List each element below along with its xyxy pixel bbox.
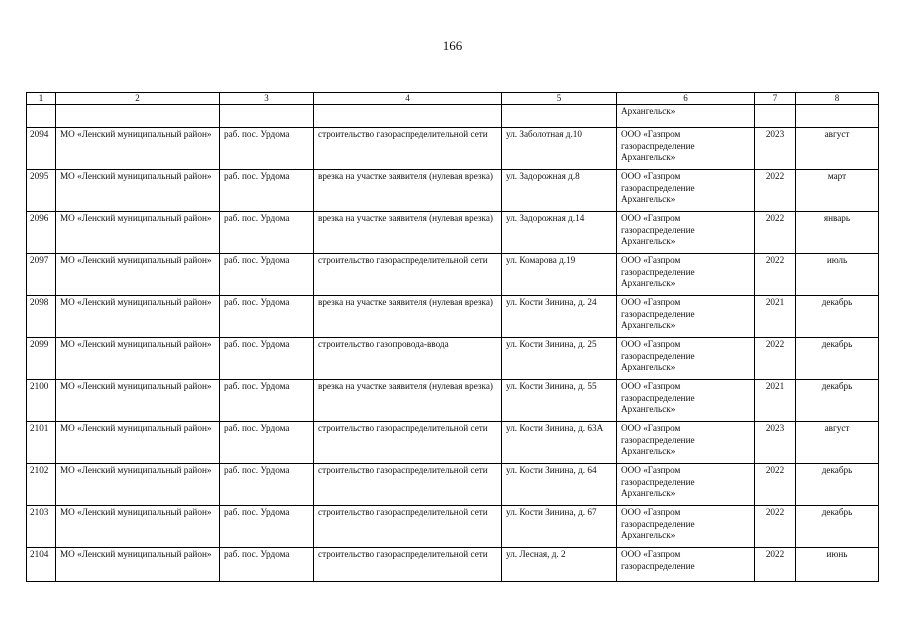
municipality-cell: МО «Ленский муниципальный район» — [56, 464, 220, 506]
settlement-cell: раб. пос. Урдома — [220, 212, 314, 254]
year-cell: 2023 — [755, 422, 796, 464]
organization-cell: ООО «Газпром газораспределение Архангельск» — [617, 296, 755, 338]
year-cell: 2021 — [755, 380, 796, 422]
month-cell: декабрь — [796, 506, 879, 548]
table-row — [27, 338, 879, 380]
year-cell: 2023 — [755, 128, 796, 170]
address-cell: ул. Лесная, д. 2 — [502, 548, 617, 582]
table-row — [27, 506, 879, 548]
row-number-cell: 2098 — [27, 296, 56, 338]
municipality-cell: МО «Ленский муниципальный район» — [56, 338, 220, 380]
organization-cell: ООО «Газпром газораспределение Архангельск» — [617, 170, 755, 212]
organization-cell: ООО «Газпром газораспределение Архангельск» — [617, 506, 755, 548]
address-cell: ул. Задорожная д.8 — [502, 170, 617, 212]
month-cell: декабрь — [796, 464, 879, 506]
settlement-cell: раб. пос. Урдома — [220, 254, 314, 296]
year-cell: 2022 — [755, 506, 796, 548]
column-number-row — [27, 93, 879, 105]
work-type-cell: строительство газораспределительной сети — [314, 422, 502, 464]
municipality-cell: МО «Ленский муниципальный район» — [56, 506, 220, 548]
row-number-cell: 2102 — [27, 464, 56, 506]
year-cell: 2022 — [755, 464, 796, 506]
row-number-cell: 2099 — [27, 338, 56, 380]
organization-cell: ООО «Газпром газораспределение Архангельск» — [617, 422, 755, 464]
address-cell: ул. Комарова д.19 — [502, 254, 617, 296]
month-cell: август — [796, 422, 879, 464]
address-cell: ул. Кости Зинина, д. 63А — [502, 422, 617, 464]
year-cell: 2022 — [755, 254, 796, 296]
page-number: 166 — [442, 38, 463, 53]
row-number-cell: 2101 — [27, 422, 56, 464]
settlement-cell: раб. пос. Урдома — [220, 380, 314, 422]
settlement-cell: раб. пос. Урдома — [220, 296, 314, 338]
settlement-cell: раб. пос. Урдома — [220, 464, 314, 506]
organization-cell: ООО «Газпром газораспределение Архангельск» — [617, 338, 755, 380]
address-cell: ул. Задорожная д.14 — [502, 212, 617, 254]
settlement-cell: раб. пос. Урдома — [220, 338, 314, 380]
month-cell: август — [796, 128, 879, 170]
month-cell: январь — [796, 212, 879, 254]
address-cell: ул. Кости Зинина, д. 25 — [502, 338, 617, 380]
work-type-cell: строительство газораспределительной сети — [314, 506, 502, 548]
year-cell: 2022 — [755, 212, 796, 254]
work-type-cell: врезка на участке заявителя (нулевая врезка) — [314, 296, 502, 338]
month-cell: июль — [796, 254, 879, 296]
table-row — [27, 422, 879, 464]
work-type-cell: строительство газораспределительной сети — [314, 464, 502, 506]
settlement-cell: раб. пос. Урдома — [220, 548, 314, 582]
column-number: 7 — [755, 93, 796, 105]
month-cell: декабрь — [796, 296, 879, 338]
address-cell: ул. Кости Зинина, д. 55 — [502, 380, 617, 422]
table-row — [27, 464, 879, 506]
row-number-cell: 2097 — [27, 254, 56, 296]
column-number: 4 — [314, 93, 502, 105]
row-number-cell: 2100 — [27, 380, 56, 422]
municipality-cell: МО «Ленский муниципальный район» — [56, 548, 220, 582]
row-number-cell: 2103 — [27, 506, 56, 548]
month-cell: декабрь — [796, 380, 879, 422]
month-cell: декабрь — [796, 338, 879, 380]
settlement-cell: раб. пос. Урдома — [220, 170, 314, 212]
column-number: 3 — [220, 93, 314, 105]
settlement-cell: раб. пос. Урдома — [220, 422, 314, 464]
table-row — [27, 128, 879, 170]
table-row — [27, 380, 879, 422]
organization-cell: ООО «Газпром газораспределение Архангельск» — [617, 464, 755, 506]
row-number-cell: 2104 — [27, 548, 56, 582]
year-cell: 2022 — [755, 338, 796, 380]
organization-cell: ООО «Газпром газораспределение Архангельск» — [617, 254, 755, 296]
work-type-cell: строительство газораспределительной сети — [314, 254, 502, 296]
table-row — [27, 548, 879, 582]
table-row — [27, 254, 879, 296]
organization-cell: ООО «Газпром газораспределение Архангельск» — [617, 380, 755, 422]
organization-cell: ООО «Газпром газораспределение Архангельск» — [617, 212, 755, 254]
work-type-cell: строительство газораспределительной сети — [314, 548, 502, 582]
address-cell: ул. Кости Зинина, д. 67 — [502, 506, 617, 548]
year-cell: 2022 — [755, 548, 796, 582]
continuation-row — [27, 105, 879, 128]
settlement-cell: раб. пос. Урдома — [220, 128, 314, 170]
row-number-cell: 2095 — [27, 170, 56, 212]
municipality-cell: МО «Ленский муниципальный район» — [56, 212, 220, 254]
row-number-cell: 2094 — [27, 128, 56, 170]
row-number-cell: 2096 — [27, 212, 56, 254]
year-cell: 2021 — [755, 296, 796, 338]
work-type-cell: врезка на участке заявителя (нулевая врезка) — [314, 380, 502, 422]
work-type-cell: врезка на участке заявителя (нулевая врезка) — [314, 212, 502, 254]
settlement-cell: раб. пос. Урдома — [220, 506, 314, 548]
column-number: 1 — [27, 93, 56, 105]
month-cell: июнь — [796, 548, 879, 582]
organization-cell: Архангельск» — [617, 105, 755, 128]
municipality-cell: МО «Ленский муниципальный район» — [56, 296, 220, 338]
column-number: 6 — [617, 93, 755, 105]
column-number: 5 — [502, 93, 617, 105]
column-number: 2 — [56, 93, 220, 105]
work-type-cell: врезка на участке заявителя (нулевая врезка) — [314, 170, 502, 212]
table-row — [27, 296, 879, 338]
gasification-table — [26, 92, 879, 582]
municipality-cell: МО «Ленский муниципальный район» — [56, 254, 220, 296]
municipality-cell: МО «Ленский муниципальный район» — [56, 128, 220, 170]
year-cell: 2022 — [755, 170, 796, 212]
municipality-cell: МО «Ленский муниципальный район» — [56, 380, 220, 422]
municipality-cell: МО «Ленский муниципальный район» — [56, 422, 220, 464]
month-cell: март — [796, 170, 879, 212]
work-type-cell: строительство газопровода-ввода — [314, 338, 502, 380]
organization-cell: ООО «Газпром газораспределение — [617, 548, 755, 582]
organization-cell: ООО «Газпром газораспределение Архангельск» — [617, 128, 755, 170]
municipality-cell: МО «Ленский муниципальный район» — [56, 170, 220, 212]
address-cell: ул. Заболотная д.10 — [502, 128, 617, 170]
table-row — [27, 170, 879, 212]
work-type-cell: строительство газораспределительной сети — [314, 128, 502, 170]
column-number: 8 — [796, 93, 879, 105]
table-row — [27, 212, 879, 254]
address-cell: ул. Кости Зинина, д. 64 — [502, 464, 617, 506]
address-cell: ул. Кости Зинина, д. 24 — [502, 296, 617, 338]
